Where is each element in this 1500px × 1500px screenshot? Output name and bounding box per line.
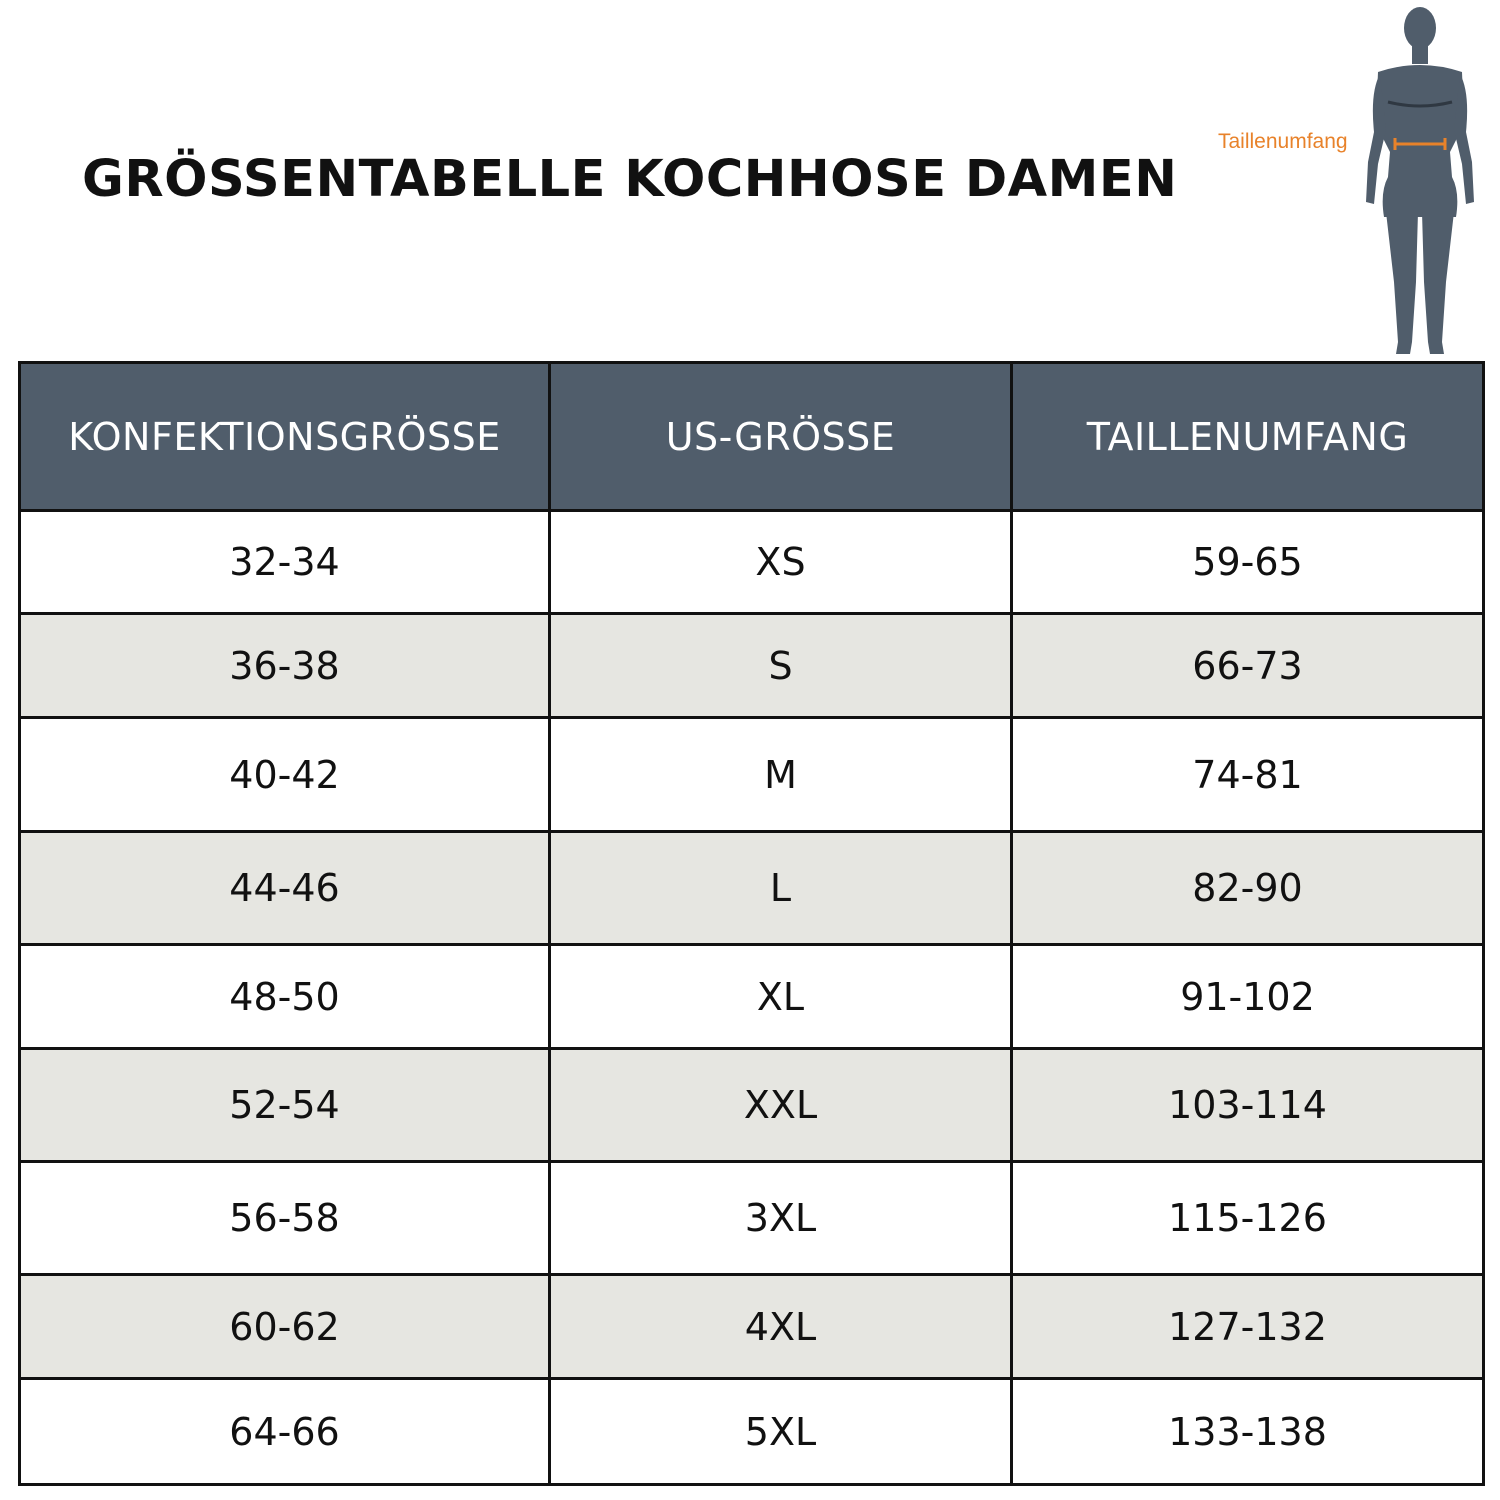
cell-us-groesse: 4XL [550, 1275, 1012, 1379]
cell-konfektionsgroesse: 60-62 [20, 1275, 550, 1379]
size-table [18, 361, 1482, 1486]
cell-us-groesse: 5XL [550, 1379, 1012, 1485]
cell-taillenumfang: 127-132 [1012, 1275, 1484, 1379]
table-row [20, 945, 1484, 1049]
cell-konfektionsgroesse: 48-50 [20, 945, 550, 1049]
cell-taillenumfang: 74-81 [1012, 718, 1484, 832]
cell-taillenumfang: 115-126 [1012, 1162, 1484, 1275]
cell-konfektionsgroesse: 36-38 [20, 614, 550, 718]
cell-us-groesse: S [550, 614, 1012, 718]
cell-konfektionsgroesse: 44-46 [20, 832, 550, 945]
table-header-row [20, 363, 1484, 511]
cell-taillenumfang: 66-73 [1012, 614, 1484, 718]
cell-taillenumfang: 59-65 [1012, 511, 1484, 614]
cell-konfektionsgroesse: 40-42 [20, 718, 550, 832]
cell-konfektionsgroesse: 64-66 [20, 1379, 550, 1485]
cell-taillenumfang: 82-90 [1012, 832, 1484, 945]
table-row [20, 1049, 1484, 1162]
table-row [20, 614, 1484, 718]
waist-measure-label: Taillenumfang [1218, 130, 1348, 153]
table-row [20, 1162, 1484, 1275]
cell-us-groesse: M [550, 718, 1012, 832]
cell-us-groesse: XXL [550, 1049, 1012, 1162]
cell-taillenumfang: 103-114 [1012, 1049, 1484, 1162]
cell-konfektionsgroesse: 52-54 [20, 1049, 550, 1162]
table-row [20, 1275, 1484, 1379]
female-body-silhouette-icon [1360, 2, 1480, 362]
cell-konfektionsgroesse: 56-58 [20, 1162, 550, 1275]
table-row [20, 511, 1484, 614]
column-header-taillenumfang: TAILLENUMFANG [1012, 363, 1484, 511]
table-row [20, 718, 1484, 832]
table-row [20, 832, 1484, 945]
cell-us-groesse: XS [550, 511, 1012, 614]
table-row [20, 1379, 1484, 1485]
column-header-konfektionsgroesse: KONFEKTIONSGRÖSSE [20, 363, 550, 511]
page-title: GRÖSSENTABELLE KOCHHOSE DAMEN [82, 150, 1178, 209]
cell-us-groesse: 3XL [550, 1162, 1012, 1275]
cell-taillenumfang: 91-102 [1012, 945, 1484, 1049]
cell-us-groesse: L [550, 832, 1012, 945]
cell-us-groesse: XL [550, 945, 1012, 1049]
column-header-us-groesse: US-GRÖSSE [550, 363, 1012, 511]
cell-taillenumfang: 133-138 [1012, 1379, 1484, 1485]
cell-konfektionsgroesse: 32-34 [20, 511, 550, 614]
